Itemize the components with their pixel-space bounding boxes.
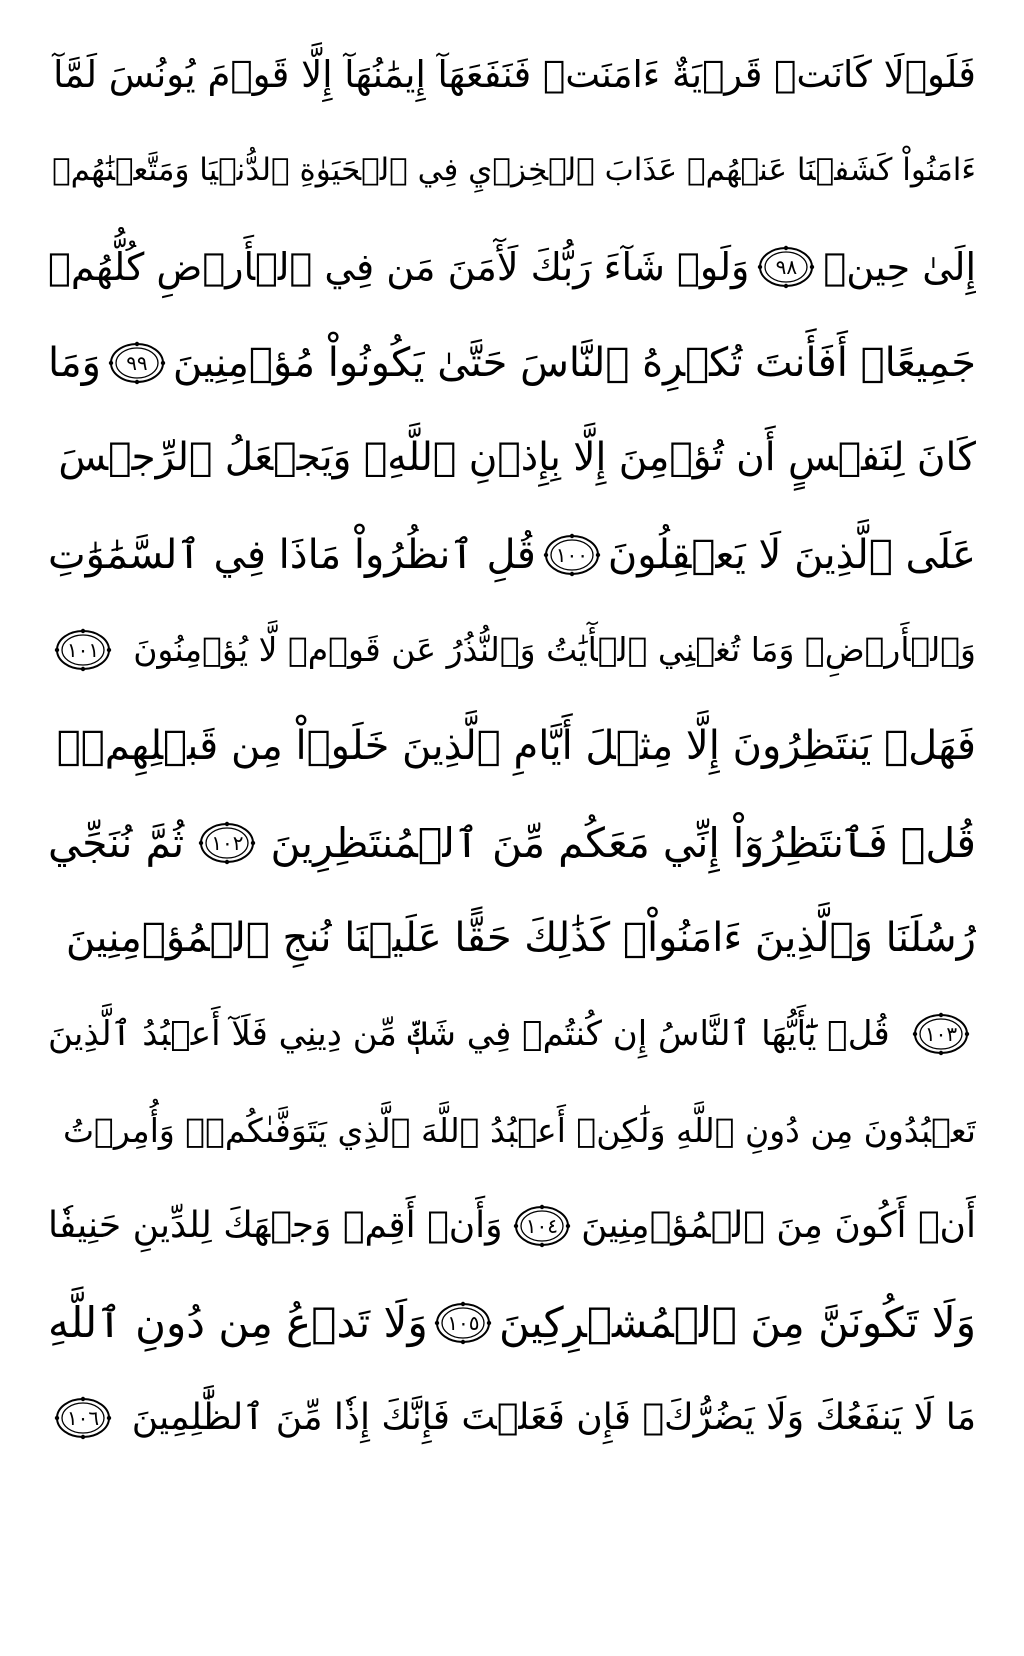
verse-text: وَٱلۡأَرۡضِۚ وَمَا تُغۡنِي ٱلۡأٓيَٰتُ وَٱلنُّذُرُ عَن قَوۡمٖ لَّا يُؤۡمِنُونَ	[133, 630, 976, 669]
verse-line	[48, 605, 976, 695]
verse-text: قُلۡ يَٰٓأَيُّهَا ٱلنَّاسُ إِن كُنتُمۡ فِي شَكّٖ مِّن دِينِي فَلَآ أَعۡبُدُ ٱلَّذِينَ	[48, 1014, 890, 1054]
verse-line	[48, 1373, 976, 1463]
verse-line	[48, 798, 976, 888]
ayah-number: ١٠٦	[66, 1406, 100, 1430]
verse-line	[48, 989, 976, 1079]
ayah-end-marker	[198, 821, 256, 865]
verse-text: وَلَا تَدۡعُ مِن دُونِ ٱللَّهِ	[48, 1298, 428, 1347]
ayah-end-marker	[543, 533, 601, 577]
verse-line	[48, 1086, 976, 1176]
verse-text: وَلَوۡ شَآءَ رَبُّكَ لَأٓمَنَ مَن فِي ٱلۡأَرۡضِ كُلُّهُمۡ	[48, 245, 750, 289]
verse-text: إِلَىٰ حِينٖ	[823, 245, 976, 289]
ayah-number: ١٠٢	[211, 831, 244, 855]
ayah-end-marker	[108, 341, 166, 385]
ayah-end-marker	[54, 628, 112, 672]
verse-text: رُسُلَنَا وَٱلَّذِينَ ءَامَنُواْۚ كَذَٰلِكَ حَقًّا عَلَيۡنَا نُنجِ ٱلۡمُؤۡمِنِينَ	[65, 915, 976, 961]
verse-text: أَنۡ أَكُونَ مِنَ ٱلۡمُؤۡمِنِينَ	[581, 1205, 976, 1246]
ayah-number: ١٠٣	[924, 1022, 958, 1046]
verse-text: ءَامَنُواْ كَشَفۡنَا عَنۡهُمۡ عَذَابَ ٱلۡخِزۡيِ فِي ٱلۡحَيَوٰةِ ٱلدُّنۡيَا وَمَتَّعۡنَٰهُمۡ	[52, 152, 976, 188]
verse-line	[48, 222, 976, 312]
verse-text: ثُمَّ نُنَجِّي	[48, 819, 185, 867]
verse-text: فَلَوۡلَا كَانَتۡ قَرۡيَةٌ ءَامَنَتۡ فَنَفَعَهَآ إِيمَٰنُهَآ إِلَّا قَوۡمَ يُونُسَ لَمَّآ	[53, 53, 976, 96]
verse-text: وَأَنۡ أَقِمۡ وَجۡهَكَ لِلدِّينِ حَنِيفٗا	[48, 1205, 503, 1246]
ayah-end-marker	[513, 1204, 571, 1248]
verse-text: عَلَى ٱلَّذِينَ لَا يَعۡقِلُونَ	[607, 532, 976, 578]
verse-line	[48, 1278, 976, 1368]
verse-text: تَعۡبُدُونَ مِن دُونِ ٱللَّهِ وَلَٰكِنۡ أَعۡبُدُ ٱللَّهَ ٱلَّذِي يَتَوَفَّىٰكُمۡۖ وَأُمِرۡتُ	[62, 1111, 976, 1150]
verse-text: كَانَ لِنَفۡسٍ أَن تُؤۡمِنَ إِلَّا بِإِذۡنِ ٱللَّهِۚ وَيَجۡعَلُ ٱلرِّجۡسَ	[58, 435, 976, 480]
ayah-number: ٩٨	[775, 255, 798, 279]
verse-line	[48, 413, 976, 503]
ayah-end-marker	[434, 1301, 492, 1345]
verse-line	[48, 125, 976, 215]
verse-text: وَلَا تَكُونَنَّ مِنَ ٱلۡمُشۡرِكِينَ	[499, 1298, 976, 1347]
verse-text: جَمِيعًاۚ أَفَأَنتَ تُكۡرِهُ ٱلنَّاسَ حَتَّىٰ يَكُونُواْ مُؤۡمِنِينَ	[172, 340, 976, 386]
verse-text: وَمَا	[48, 340, 101, 386]
verse-line	[48, 30, 976, 120]
verse-line	[48, 893, 976, 983]
verse-line	[48, 318, 976, 408]
ayah-number: ١٠١	[66, 638, 100, 662]
verse-text: قُلۡ فَٱنتَظِرُوٓاْ إِنِّي مَعَكُم مِّنَ ٱلۡمُنتَظِرِينَ	[270, 819, 976, 867]
verse-line	[48, 701, 976, 791]
ayah-end-marker	[54, 1396, 112, 1440]
verse-line	[48, 510, 976, 600]
ayah-end-marker	[912, 1012, 970, 1056]
ayah-number: ٩٩	[126, 351, 148, 375]
ayah-number: ١٠٥	[447, 1311, 480, 1335]
ayah-number: ١٠٤	[525, 1214, 558, 1238]
verse-text: مَا لَا يَنفَعُكَ وَلَا يَضُرُّكَۖ فَإِن فَعَلۡتَ فَإِنَّكَ إِذٗا مِّنَ ٱلظَّٰلِمِينَ	[131, 1397, 976, 1438]
verse-text: قُلِ ٱنظُرُواْ مَاذَا فِي ٱلسَّمَٰوَٰتِ	[48, 532, 536, 578]
verse-text: فَهَلۡ يَنتَظِرُونَ إِلَّا مِثۡلَ أَيَّامِ ٱلَّذِينَ خَلَوۡاْ مِن قَبۡلِهِمۡۚ	[56, 723, 976, 769]
verse-line	[48, 1181, 976, 1271]
ayah-number: ١٠٠	[555, 543, 589, 567]
ayah-end-marker	[757, 245, 815, 289]
